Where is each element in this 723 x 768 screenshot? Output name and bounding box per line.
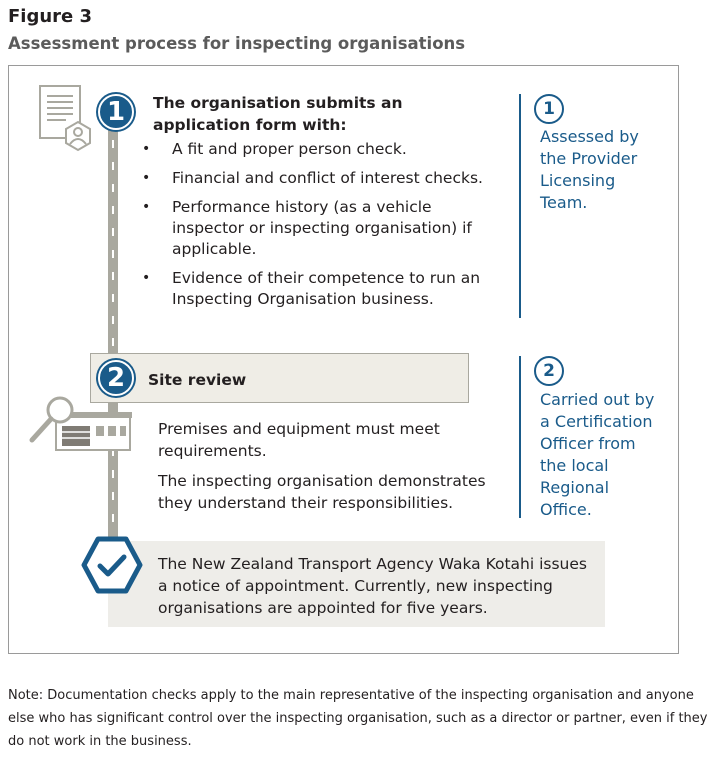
spine-dash	[112, 250, 114, 258]
spine-dash	[112, 470, 114, 478]
spine-dash	[112, 206, 114, 214]
spine-dash	[112, 294, 114, 302]
step-2-badge	[98, 360, 134, 396]
step-3-text: The New Zealand Transport Agency Waka Kotahi issues a notice of appointment. Currently, new inspecting organisations are appointed for five years.	[158, 555, 587, 617]
bullet-item: • Financial and conflict of interest checks.	[142, 168, 502, 189]
step-1-bullets	[142, 139, 502, 318]
document-person-icon	[36, 84, 102, 156]
checkmark-hexagon-icon	[80, 533, 144, 597]
spine-dash	[112, 140, 114, 148]
bullet-item: • Evidence of their competence to run an Inspecting Organisation business.	[142, 268, 492, 310]
step-1-number: 1	[106, 97, 126, 127]
spine-dash	[112, 228, 114, 236]
side-note-2: Carried out by a Certification Officer from the local Regional Office.	[540, 390, 655, 519]
side-note-1: Assessed by the Provider Licensing Team.	[540, 127, 639, 212]
figure-title: Assessment process for inspecting organisations	[8, 34, 466, 53]
figure-label: Figure 3	[8, 6, 93, 27]
spine-dash	[112, 492, 114, 500]
spine-dash	[112, 272, 114, 280]
side-note-1-rule	[519, 94, 521, 318]
step-2-paragraph: Premises and equipment must meet requirements.	[158, 420, 440, 460]
footnote: Note: Documentation checks apply to the main representative of the inspecting organisation and anyone else who has significant control over the inspecting organisation, such as a director or partner, even if they do not work in the business.	[8, 688, 708, 749]
step-1-badge	[98, 94, 134, 130]
step-2-box	[90, 353, 469, 403]
step-2-heading: Site review	[148, 371, 247, 389]
spine-dash	[112, 338, 114, 346]
magnifier-building-icon	[26, 396, 136, 456]
step-1-heading: The organisation submits an application form with:	[153, 94, 403, 134]
side-note-2-badge: 2	[534, 356, 564, 386]
spine-dash	[112, 316, 114, 324]
side-note-1-badge: 1	[534, 94, 564, 124]
spine-dash	[112, 184, 114, 192]
spine-dash	[112, 162, 114, 170]
bullet-item: • Performance history (as a vehicle inspector or inspecting organisation) if applicable.	[142, 197, 482, 260]
side-note-2-rule	[519, 356, 521, 518]
step-2-paragraph: The inspecting organisation demonstrates they understand their responsibilities.	[158, 472, 486, 512]
step-2-text	[158, 418, 508, 522]
step-2-number: 2	[106, 363, 126, 393]
spine-dash	[112, 514, 114, 522]
bullet-item: • A fit and proper person check.	[142, 139, 502, 160]
